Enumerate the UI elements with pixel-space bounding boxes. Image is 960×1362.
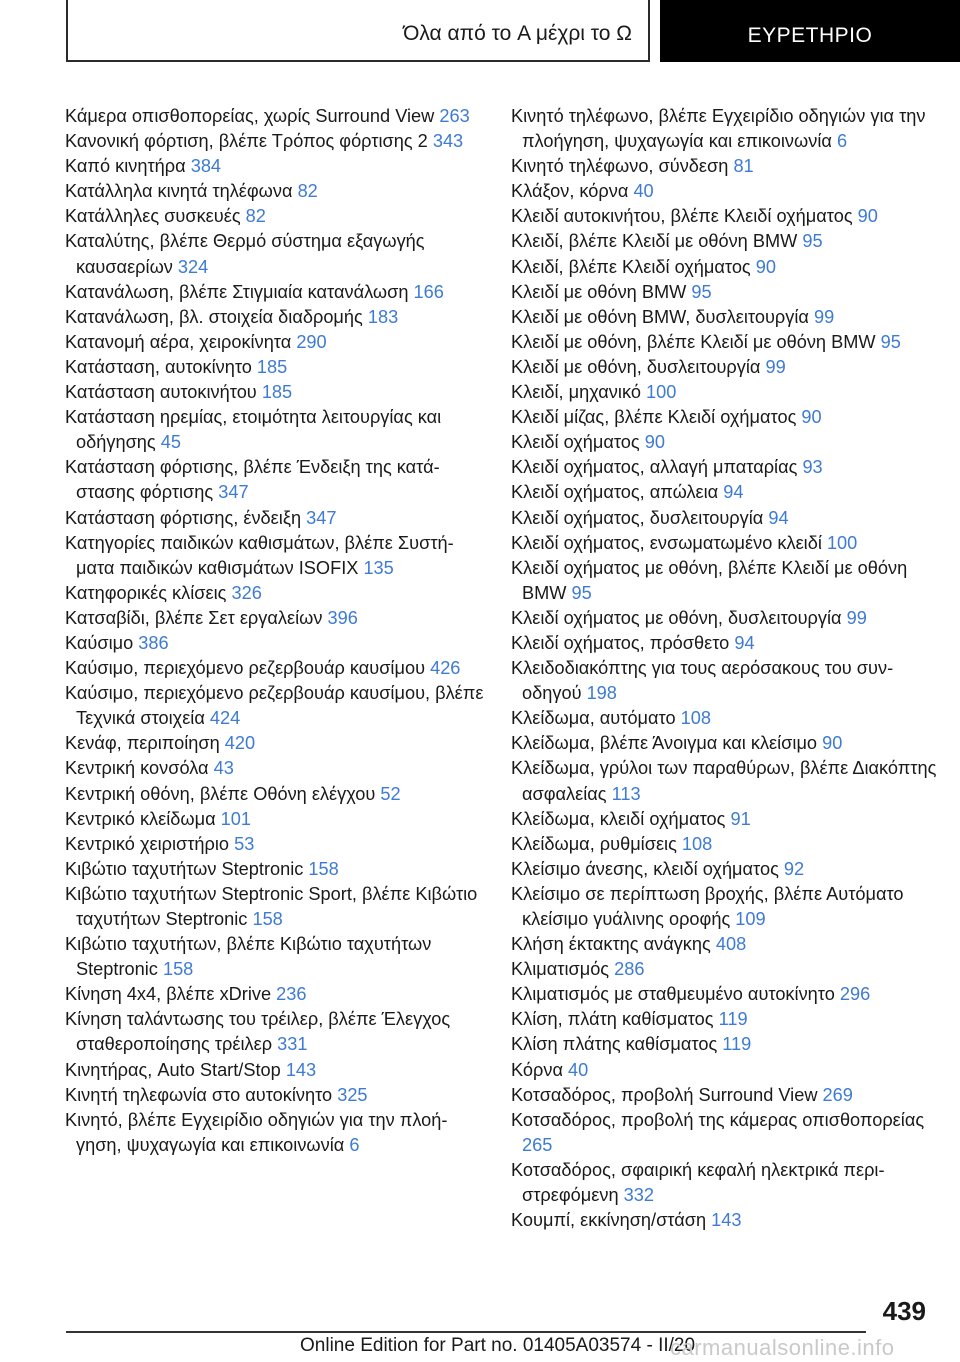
index-entry: [65, 782, 485, 807]
index-entry-term: Κατηφορικές κλίσεις: [65, 582, 232, 603]
index-entry-term: Κινητό τηλέφωνο, βλέπε Εγχειρίδιο οδηγιών για την πλοήγηση, ψυχαγωγία και επικοινωνία: [511, 106, 926, 152]
index-entry: [65, 807, 485, 832]
index-column-right: [511, 104, 941, 1233]
index-entry: [65, 104, 485, 129]
index-entry-term: Καύσιμο, περιεχόμενο ρεζερβουάρ καυσίμου, βλέπε Τεχνικά στοιχεία: [65, 683, 484, 729]
index-entry-term: Κατάσταση, αυτοκίνητο: [65, 356, 257, 377]
watermark: carmanualsonline.info: [670, 1335, 895, 1360]
index-entry-term: Κατάσταση ηρεμίας, ετοιμότητα λειτουργίας και οδήγησης: [65, 407, 442, 453]
index-entry-term: Κεντρικό χειριστήριο: [65, 833, 235, 854]
index-entry-term: Κλήση έκτακτης ανάγκης: [511, 934, 716, 955]
index-entry-term: Κλειδί με οθόνη BMW, δυσλειτουργία: [511, 306, 814, 327]
index-entry-term: Κλειδί οχήματος, ενσωματωμένο κλειδί: [511, 532, 827, 553]
index-entry-term: Κλιματισμός: [511, 959, 615, 980]
index-entry-term: Κλειδί οχήματος, δυσλειτουργία: [511, 507, 769, 528]
index-entry-term: Κίνηση 4x4, βλέπε xDrive: [65, 984, 277, 1005]
index-entry: [65, 305, 485, 330]
index-entry: [511, 405, 941, 430]
index-entry-term: Κλειδί οχήματος: [511, 432, 645, 453]
index-entry: [65, 731, 485, 756]
index-entry-term: Κλιματισμός με σταθμευμένο αυτοκίνητο: [511, 984, 840, 1005]
index-entry: [511, 556, 941, 606]
index-entry: [65, 656, 485, 681]
page-reference-link[interactable]: 347: [306, 507, 337, 528]
index-entry-term: Κλειδί οχήματος, αλλαγή μπαταρίας: [511, 457, 803, 478]
page-reference-link[interactable]: 82: [245, 206, 266, 227]
page-reference-link[interactable]: 94: [723, 482, 744, 503]
index-entry-term: Κλειδί, μηχανικό: [511, 382, 646, 403]
index-entry-term: Κλειδί, βλέπε Κλειδί με οθόνη BMW: [511, 231, 803, 252]
page-reference-link[interactable]: 99: [813, 306, 835, 327]
index-entry-term: Κλειδί μίζας, βλέπε Κλειδί οχήματος: [511, 407, 802, 428]
page-reference-link[interactable]: 386: [138, 632, 169, 653]
index-entry-term: Κατανομή αέρα, χειροκίνητα: [65, 331, 297, 352]
index-entry: [511, 179, 941, 204]
section-tab[interactable]: [660, 0, 960, 62]
page-reference-link[interactable]: 286: [614, 959, 645, 980]
index-entry-term: Κλείδωμα, αυτόματο: [511, 708, 681, 729]
page-reference-link[interactable]: 263: [439, 106, 470, 126]
page-reference-link[interactable]: 6: [836, 131, 848, 152]
index-entry: [65, 631, 485, 656]
index-entry-term: Κατάσταση φόρτισης, βλέπε Ένδειξη της κατάστασης φόρτισης: [65, 457, 440, 503]
index-entry-term: Κλειδί, βλέπε Κλειδί οχήματος: [511, 256, 756, 277]
page-reference-link[interactable]: 324: [177, 256, 209, 277]
footer-divider: [66, 1331, 866, 1333]
index-entry: [65, 405, 485, 455]
page-reference-link[interactable]: 198: [586, 683, 617, 704]
index-entry-term: Κεντρική οθόνη, βλέπε Οθόνη ελέγχου: [65, 783, 381, 804]
index-entry: [511, 1058, 941, 1083]
page-reference-link[interactable]: 53: [234, 833, 255, 854]
index-entry-term: Κοτσαδόρος, προβολή Surround View: [511, 1084, 823, 1105]
index-entry: [65, 154, 485, 179]
index-entry: [65, 455, 485, 505]
index-entry: [511, 154, 941, 179]
index-entry: [511, 1032, 941, 1057]
page-reference-link[interactable]: 185: [256, 356, 288, 377]
index-entry: [65, 982, 485, 1007]
index-entry-term: Καπό κινητήρα: [65, 156, 191, 177]
index-entry-term: Κλειδοδιακόπτης για τους αερόσακους του συνοδηγού: [511, 658, 894, 704]
index-entry-term: Κανονική φόρτιση, βλέπε Τρόπος φόρτισης 2: [65, 131, 433, 152]
index-entry-term: Καταλύτης, βλέπε Θερμό σύστημα εξαγωγής καυσαερίων: [65, 231, 425, 277]
index-entry-term: Κατάσταση αυτοκινήτου: [65, 382, 262, 403]
index-entry-term: Κιβώτιο ταχυτήτων Steptronic Sport, βλέπε Κιβώτιο ταχυτήτων Steptronic: [65, 883, 478, 929]
index-entry-term: Κατηγορίες παιδικών καθισμάτων, βλέπε Συστήματα παιδικών καθισμάτων ISOFIX: [65, 532, 454, 578]
index-entry: [511, 932, 941, 957]
page-reference-link[interactable]: 99: [846, 607, 867, 628]
index-entry-term: Κατανάλωση, βλ. στοιχεία διαδρομής: [65, 306, 368, 327]
page-reference-link[interactable]: 135: [363, 557, 394, 578]
index-entry-term: Κάμερα οπισθοπορείας, χωρίς Surround View: [65, 106, 440, 126]
page-reference-link[interactable]: 94: [768, 507, 789, 528]
page-reference-link[interactable]: 109: [735, 909, 766, 929]
index-entry: [65, 1108, 485, 1158]
index-entry-term: Κατανάλωση, βλέπε Στιγμιαία κατανάλωση: [65, 281, 414, 302]
index-entry-term: Κλειδί οχήματος με οθόνη, δυσλειτουργία: [511, 607, 847, 628]
index-entry: [511, 882, 941, 932]
index-entry-term: Κατάλληλες συσκευές: [65, 206, 246, 227]
index-entry: [65, 330, 485, 355]
index-entry-term: Κλειδί με οθόνη, δυσλειτουργία: [511, 356, 766, 377]
index-entry: [511, 1108, 941, 1158]
page-number: 439: [882, 1296, 926, 1326]
index-entry: [65, 129, 485, 154]
page-reference-link[interactable]: 119: [718, 1009, 748, 1030]
index-entry: [65, 506, 485, 531]
index-entry-term: Κινητό τηλέφωνο, σύνδεση: [511, 156, 734, 177]
page-reference-link[interactable]: 113: [611, 783, 641, 804]
index-entry: [511, 355, 941, 380]
index-entry: [511, 480, 941, 505]
page-reference-link[interactable]: 100: [646, 382, 677, 403]
page-reference-link[interactable]: 236: [276, 984, 307, 1005]
page-reference-link[interactable]: 40: [633, 181, 654, 202]
page-reference-link[interactable]: 143: [285, 1059, 317, 1080]
section-tab-label: ΕΥΡΕΤΗΡΙΟ: [747, 24, 873, 47]
index-entry: [65, 932, 485, 982]
index-entry-term: Κοτσαδόρος, προβολή της κάμερας οπισθοπορείας: [511, 1109, 925, 1130]
page-reference-link[interactable]: 90: [755, 256, 776, 277]
index-entry-term: Κενάφ, περιποίηση: [65, 733, 225, 754]
page-reference-link[interactable]: 43: [213, 758, 234, 779]
index-entry: [511, 807, 941, 832]
page-reference-link[interactable]: 92: [783, 858, 805, 879]
page-reference-link[interactable]: 81: [733, 156, 754, 177]
index-entry: [511, 832, 941, 857]
index-entry-term: Κλείδωμα, κλειδί οχήματος: [511, 808, 731, 829]
index-entry: [511, 982, 941, 1007]
index-entry: [511, 531, 941, 556]
page-reference-link[interactable]: 290: [296, 331, 327, 352]
index-entry-term: Κλάξον, κόρνα: [511, 181, 634, 202]
page-reference-link[interactable]: 269: [822, 1084, 853, 1105]
index-entry-term: Κουμπί, εκκίνηση/στάση: [511, 1210, 712, 1231]
index-entry-term: Κατσαβίδι, βλέπε Σετ εργαλείων: [65, 607, 328, 628]
page-reference-link[interactable]: 331: [277, 1034, 308, 1055]
index-entry-term: Κατάλληλα κινητά τηλέφωνα: [65, 181, 298, 202]
index-entry: [511, 656, 941, 706]
index-entry: [511, 631, 941, 656]
index-entry: [511, 229, 941, 254]
page-reference-link[interactable]: 396: [327, 607, 358, 628]
section-title: Όλα από το A μέχρι το Ω: [403, 22, 632, 45]
page-reference-link[interactable]: 332: [623, 1185, 654, 1206]
index-entry-term: Κλειδί με οθόνη BMW: [511, 281, 692, 302]
index-entry: [65, 756, 485, 781]
index-entry-term: Καύσιμο: [65, 632, 139, 653]
index-entry: [511, 1007, 941, 1032]
index-entry-term: Κατάσταση φόρτισης, ένδειξη: [65, 507, 307, 528]
index-entry: [511, 455, 941, 480]
index-entry: [511, 430, 941, 455]
index-entry-term: Καύσιμο, περιεχόμενο ρεζερβουάρ καυσίμου: [65, 658, 431, 679]
page-reference-link[interactable]: 347: [218, 482, 249, 503]
index-entry: [65, 857, 485, 882]
index-entry-term: Κλείσιμο σε περίπτωση βροχής, βλέπε Αυτόματο κλείσιμο γυάλινης οροφής: [511, 883, 904, 929]
index-column-left: [65, 104, 485, 1158]
index-entry-term: Κιβώτιο ταχυτήτων, βλέπε Κιβώτιο ταχυτήτων Steptronic: [65, 934, 432, 980]
index-entry-term: Κλίση πλάτης καθίσματος: [511, 1034, 723, 1055]
index-entry-term: Κεντρικό κλείδωμα: [65, 808, 221, 829]
index-entry: [65, 179, 485, 204]
page-reference-link[interactable]: 420: [224, 733, 256, 754]
page-reference-link[interactable]: 90: [857, 206, 878, 227]
index-entry-term: Κίνηση ταλάντωσης του τρέιλερ, βλέπε Έλεγχος σταθεροποίησης τρέιλερ: [65, 1009, 451, 1055]
index-entry: [65, 681, 485, 731]
index-entry-term: Κλίση, πλάτη καθίσματος: [511, 1009, 719, 1030]
page-reference-link[interactable]: 94: [734, 632, 755, 653]
index-entry: [65, 204, 485, 229]
page-reference-link[interactable]: 426: [430, 658, 461, 679]
index-entry: [511, 731, 941, 756]
index-entry: [511, 305, 941, 330]
index-entry: [65, 832, 485, 857]
index-entry: [65, 606, 485, 631]
page-reference-link[interactable]: 90: [644, 432, 665, 453]
index-entry: [511, 104, 941, 154]
index-entry: [65, 355, 485, 380]
page-reference-link[interactable]: 45: [160, 432, 181, 453]
page-reference-link[interactable]: 95: [880, 331, 901, 352]
index-entry-term: Κλειδί οχήματος με οθόνη, βλέπε Κλειδί με οθόνη BMW: [511, 557, 908, 603]
index-entry: [65, 1083, 485, 1108]
page-reference-link[interactable]: 95: [691, 281, 712, 302]
index-entry-term: Κλείδωμα, γρύλοι των παραθύρων, βλέπε Διακόπτης ασφαλείας: [511, 758, 937, 804]
page-reference-link[interactable]: 408: [715, 934, 747, 955]
index-entry-term: Κλείδωμα, βλέπε Άνοιγμα και κλείσιμο: [511, 733, 823, 754]
page-reference-link[interactable]: 52: [380, 783, 401, 804]
page-reference-link[interactable]: 343: [432, 131, 464, 152]
page-reference-link[interactable]: 95: [802, 231, 823, 252]
page-reference-link[interactable]: 265: [522, 1134, 553, 1155]
index-entry: [511, 756, 941, 806]
page-reference-link[interactable]: 166: [413, 281, 444, 302]
index-entry: [511, 280, 941, 305]
index-entry: [65, 1058, 485, 1083]
page-reference-link[interactable]: 93: [802, 457, 823, 478]
footer-edition: Online Edition for Part no. 01405A03574 - II/20: [300, 1335, 696, 1356]
page-reference-link[interactable]: 90: [801, 407, 822, 428]
index-entry: [65, 280, 485, 305]
index-entry: [511, 330, 941, 355]
page-reference-link[interactable]: 424: [209, 708, 241, 729]
page-reference-link[interactable]: 101: [220, 808, 252, 829]
page-reference-link[interactable]: 108: [681, 833, 713, 854]
index-entry: [511, 506, 941, 531]
index-entry: [511, 857, 941, 882]
index-entry: [65, 229, 485, 279]
page-reference-link[interactable]: 95: [571, 582, 592, 603]
page-reference-link[interactable]: 296: [839, 984, 871, 1005]
index-entry: [511, 380, 941, 405]
page-reference-link[interactable]: 158: [162, 959, 194, 980]
page-reference-link[interactable]: 99: [765, 356, 786, 377]
index-entry: [65, 531, 485, 581]
page-reference-link[interactable]: 185: [261, 382, 293, 403]
page-reference-link[interactable]: 6: [349, 1134, 360, 1155]
index-entry: [511, 606, 941, 631]
index-entry-term: Κλείδωμα, ρυθμίσεις: [511, 833, 682, 854]
index-entry-term: Κινητό, βλέπε Εγχειρίδιο οδηγιών για την πλοήγηση, ψυχαγωγία και επικοινωνία: [65, 1109, 448, 1155]
index-entry-term: Κλειδί αυτοκινήτου, βλέπε Κλειδί οχήματος: [511, 206, 858, 227]
index-entry: [511, 1083, 941, 1108]
index-entry: [511, 706, 941, 731]
section-title-box: [66, 0, 650, 62]
page-reference-link[interactable]: 119: [722, 1034, 752, 1055]
index-entry-term: Κλείσιμο άνεσης, κλειδί οχήματος: [511, 858, 784, 879]
index-entry-term: Κλειδί οχήματος, πρόσθετο: [511, 632, 735, 653]
page-reference-link[interactable]: 100: [826, 532, 858, 553]
page-reference-link[interactable]: 82: [297, 181, 318, 202]
index-entry: [65, 380, 485, 405]
index-entry: [65, 581, 485, 606]
index-entry-term: Κιβώτιο ταχυτήτων Steptronic: [65, 858, 309, 879]
index-entry: [511, 957, 941, 982]
page-reference-link[interactable]: 108: [680, 708, 712, 729]
index-entry-term: Κλειδί οχήματος, απώλεια: [511, 482, 724, 503]
index-entry-term: Κόρνα: [511, 1059, 569, 1080]
page-reference-link[interactable]: 326: [231, 582, 262, 603]
page-reference-link[interactable]: 40: [568, 1059, 589, 1080]
index-entry: [511, 204, 941, 229]
index-entry-term: Κεντρική κονσόλα: [65, 758, 214, 779]
page-reference-link[interactable]: 158: [252, 909, 283, 929]
index-entry-term: Κλειδί με οθόνη, βλέπε Κλειδί με οθόνη BMW: [511, 331, 881, 352]
index-entry: [65, 1007, 485, 1057]
page-reference-link[interactable]: 143: [711, 1210, 742, 1231]
index-entry: [511, 1208, 941, 1233]
page-reference-link[interactable]: 325: [337, 1084, 368, 1105]
index-entry-term: Κινητή τηλεφωνία στο αυτοκίνητο: [65, 1084, 338, 1105]
page-reference-link[interactable]: 384: [190, 156, 222, 177]
page-reference-link[interactable]: 90: [822, 733, 843, 754]
index-entry: [65, 882, 485, 932]
index-entry-term: Κοτσαδόρος, σφαιρική κεφαλή ηλεκτρικά περιστρεφόμενη: [511, 1159, 885, 1206]
index-entry: [511, 1158, 941, 1208]
index-entry: [511, 255, 941, 280]
page-reference-link[interactable]: 158: [308, 858, 339, 879]
page-reference-link[interactable]: 183: [367, 306, 399, 327]
index-entry-term: Κινητήρας, Auto Start/Stop: [65, 1059, 286, 1080]
page-reference-link[interactable]: 91: [730, 808, 751, 829]
